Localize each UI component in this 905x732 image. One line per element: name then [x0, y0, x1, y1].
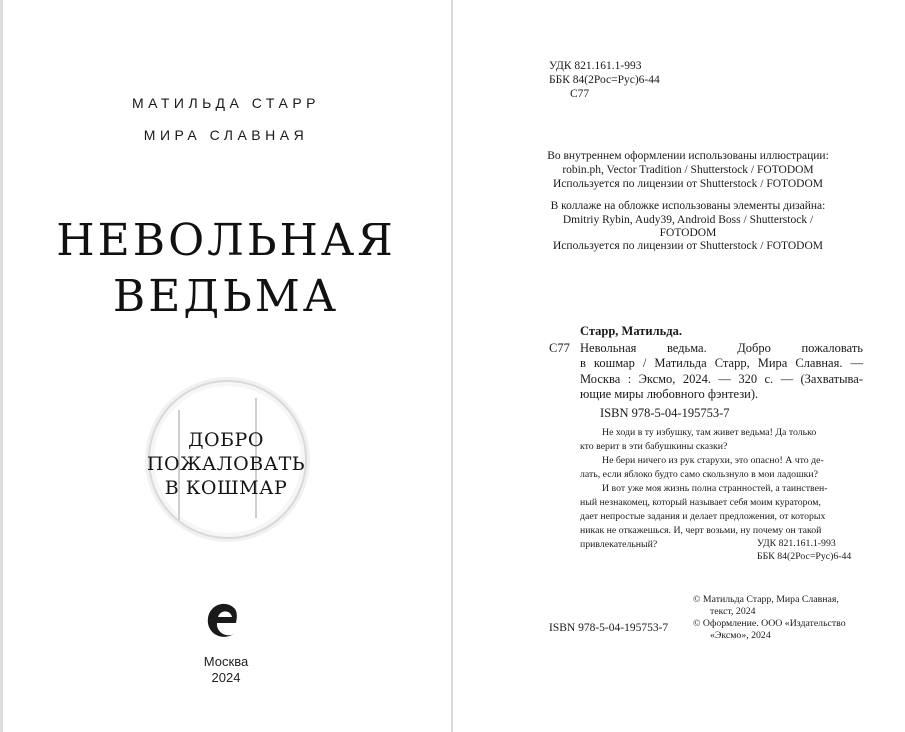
author-name-2: МИРА СЛАВНАЯ [143, 127, 309, 143]
biblio-isbn: ISBN 978-5-04-195753-7 [600, 406, 730, 420]
biblio-line: Невольная ведьма. Добро пожаловать [580, 341, 863, 355]
copyright-text-line: текст, 2024 [710, 606, 756, 617]
copyright-design-line: © Оформление. ООО «Издательство [693, 618, 846, 629]
illustration-credit-line: Во внутреннем оформлении использованы иллюстрации: [547, 150, 829, 162]
author-name-1: МАТИЛЬДА СТАРР [131, 95, 321, 111]
collage-credit-line: Dmitriy Rybin, Audy39, Android Boss / Shutterstock / [562, 214, 814, 226]
annotation-bbk: ББК 84(2Рос=Рус)6-44 [757, 551, 852, 562]
title-page [0, 0, 452, 732]
publication-year: 2024 [211, 670, 241, 685]
annotation-line: Не бери ничего из рук старухи, это опасно! А что де- [602, 455, 824, 466]
collage-credit-line: FOTODOM [659, 227, 717, 239]
copyright-page [453, 0, 905, 732]
biblio-line: в кошмар / Матильда Старр, Мира Славная. — [580, 356, 863, 370]
annotation-line: Не ходи в ту избушку, там живет ведьма! Да только [602, 427, 817, 438]
annotation-line: ный незнакомец, который называет себя моим куратором, [580, 497, 821, 508]
subtitle-line-2: ПОЖАЛОВАТЬ [146, 453, 306, 475]
author-mark: С77 [570, 88, 590, 100]
book-title-line-1: НЕВОЛЬНАЯ [56, 215, 396, 266]
book-title-line-2: ВЕДЬМА [112, 271, 340, 322]
udk-code: УДК 821.161.1-993 [549, 60, 642, 72]
annotation-line: никак не откажешься. И, черт возьми, ну почему он такой [580, 525, 822, 536]
annotation-udk: УДК 821.161.1-993 [757, 538, 836, 549]
biblio-line: ющие миры любовного фэнтези). [580, 387, 759, 401]
biblio-line: Москва : Эксмо, 2024. — 320 с. — (Захватыва- [580, 372, 863, 386]
isbn-bottom: ISBN 978-5-04-195753-7 [549, 622, 669, 634]
annotation-line: лать, если яблоко будто само скользнуло в мои ладошки? [580, 469, 818, 480]
illustration-credit-line: Используется по лицензии от Shutterstock / FOTODOM [553, 178, 823, 190]
eksmo-logo-icon [196, 598, 256, 646]
copyright-text-line: © Матильда Старр, Мира Славная, [693, 594, 839, 605]
biblio-author: Старр, Матильда. [580, 324, 682, 338]
annotation-line: привлекательный? [580, 539, 658, 550]
subtitle-line-1: ДОБРО [188, 429, 264, 451]
publisher-city: Москва [203, 654, 249, 669]
annotation-line: дает непростые задания и делает предложения, от которых [580, 511, 826, 522]
annotation-line: И вот уже моя жизнь полна странностей, а таинствен- [602, 483, 828, 494]
collage-credit-line: Используется по лицензии от Shutterstock / FOTODOM [553, 240, 823, 252]
bbk-code: ББК 84(2Рос=Рус)6-44 [549, 74, 660, 86]
collage-credit-line: В коллаже на обложке использованы элементы дизайна: [550, 200, 826, 212]
copyright-design-line: «Эксмо», 2024 [710, 630, 771, 641]
illustration-credit-line: robin.ph, Vector Tradition / Shutterstock / FOTODOM [562, 164, 814, 176]
subtitle-line-3: В КОШМАР [164, 477, 288, 499]
annotation-line: кто верит в эти бабушкины сказки? [580, 441, 728, 452]
biblio-code: С77 [549, 341, 570, 355]
